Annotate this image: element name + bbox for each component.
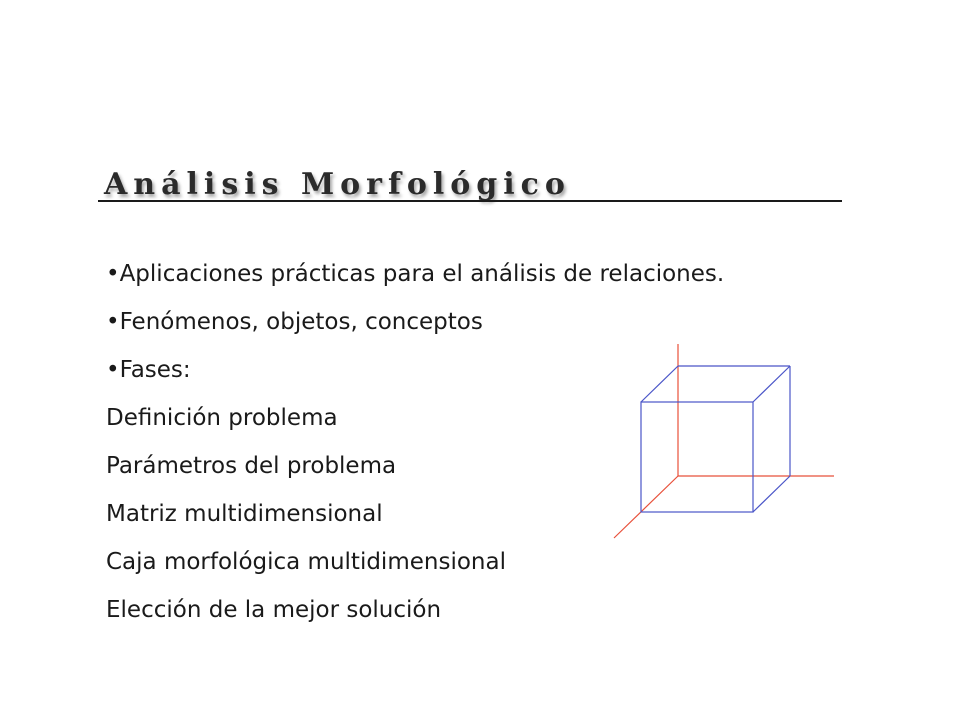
cube-edge: [753, 476, 790, 512]
list-item-text: Matriz multidimensional: [106, 501, 383, 527]
list-item-text: Aplicaciones prácticas para el análisis de relaciones.: [119, 261, 725, 287]
bullet-marker: •: [106, 261, 120, 287]
list-item-text: Parámetros del problema: [106, 453, 397, 479]
list-item-text: Elección de la mejor solución: [106, 597, 442, 623]
list-item: [106, 586, 724, 634]
list-item-text: Fenómenos, objetos, conceptos: [119, 309, 483, 335]
bullet-marker: •: [106, 357, 120, 383]
cube-edge: [753, 366, 790, 402]
y-axis-line: [614, 476, 678, 538]
title-underline: [98, 200, 842, 202]
cube-axes-icon: [600, 330, 840, 550]
list-item-text: Definición problema: [106, 405, 338, 431]
list-item: [106, 250, 724, 298]
slide-title: Análisis Morfológico: [104, 167, 571, 202]
bullet-marker: •: [106, 309, 120, 335]
list-item-text: Fases:: [119, 357, 191, 383]
list-item-text: Caja morfológica multidimensional: [106, 549, 506, 575]
cube-edge: [641, 366, 678, 402]
